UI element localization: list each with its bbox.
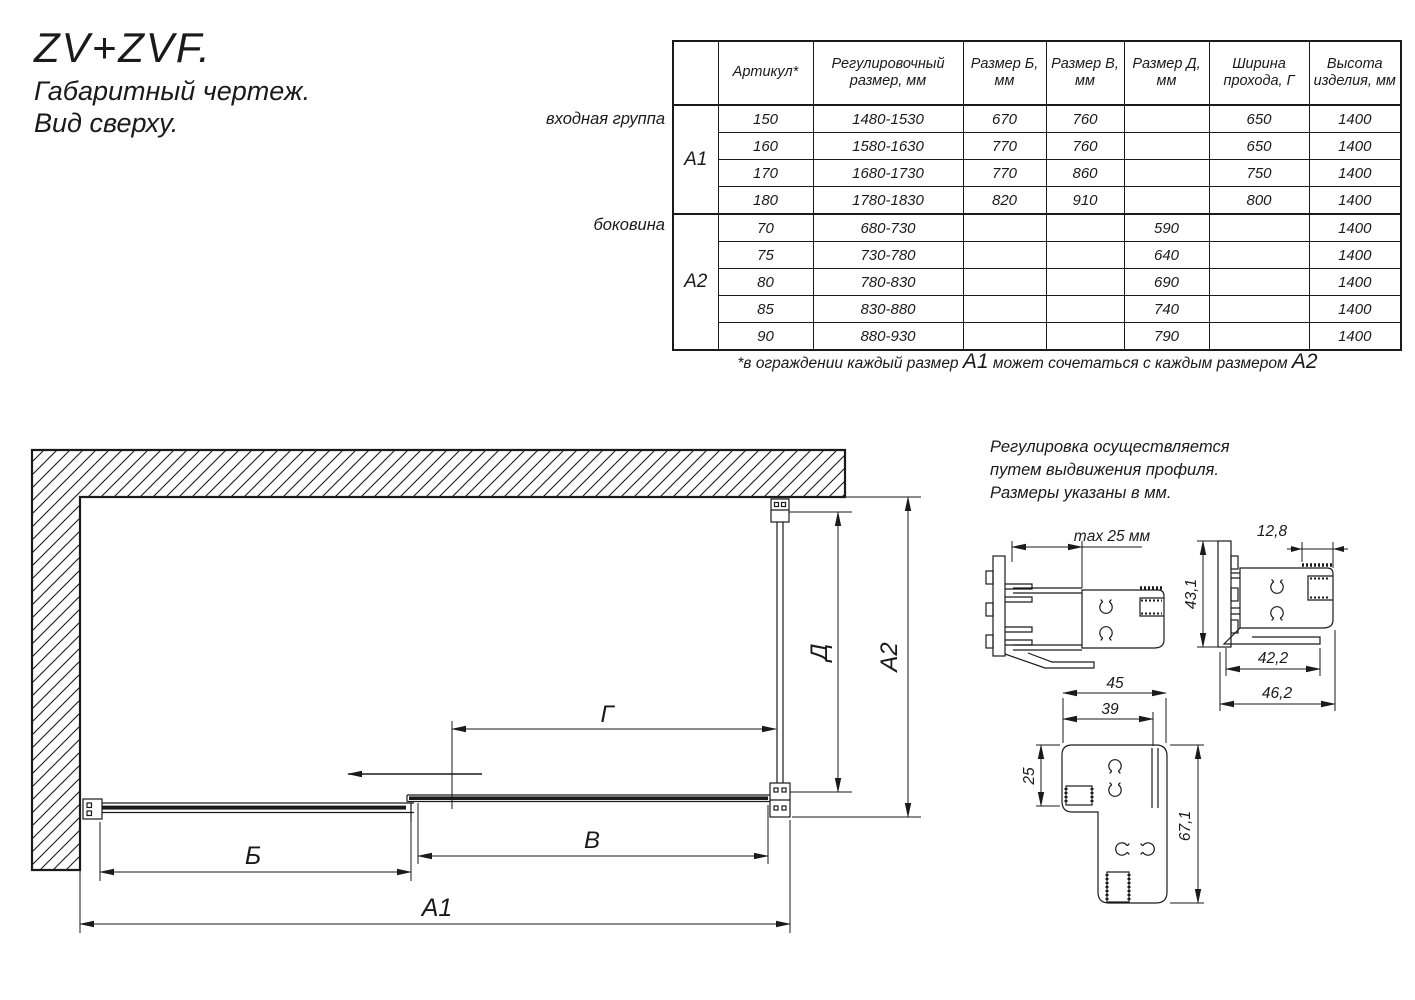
table-cell: 1400 <box>1309 269 1401 296</box>
dimension-12-8 <box>1287 542 1348 568</box>
table-cell: 1580-1630 <box>813 133 963 160</box>
table-cell: 90 <box>718 323 813 351</box>
table-cell: 880-930 <box>813 323 963 351</box>
table-cell: 860 <box>1046 160 1124 187</box>
table-cell: 760 <box>1046 133 1124 160</box>
table-header-cell: Размер В, мм <box>1046 41 1124 105</box>
dim-label-b: Б <box>244 842 262 870</box>
group-code-cell: А2 <box>673 214 718 350</box>
group-label-side: боковина <box>593 216 665 234</box>
table-cell: 1400 <box>1309 242 1401 269</box>
note-line-1: Регулировка осуществляется <box>990 438 1230 456</box>
table-header-cell: Размер Д, мм <box>1124 41 1209 105</box>
table-cell: 590 <box>1124 214 1209 242</box>
table-cell: 800 <box>1209 187 1309 215</box>
table-cell: 650 <box>1209 133 1309 160</box>
dim-label-d: Д <box>806 643 833 661</box>
dimension-25 <box>1036 745 1060 806</box>
footnote-code-a2: А2 <box>1291 350 1318 373</box>
table-header-cell: Размер Б, мм <box>963 41 1046 105</box>
table-cell: 1680-1730 <box>813 160 963 187</box>
table-cell: 690 <box>1124 269 1209 296</box>
table-cell: 75 <box>718 242 813 269</box>
sliding-panel <box>407 795 770 802</box>
profile-detail-corner <box>1036 693 1204 903</box>
table-cell: 910 <box>1046 187 1124 215</box>
enclosure-panels <box>83 499 790 822</box>
table-cell: 85 <box>718 296 813 323</box>
table-cell: 790 <box>1124 323 1209 351</box>
dim-label-25: 25 <box>1021 767 1038 785</box>
group-label-entrance: входная группа <box>546 110 665 128</box>
dim-label-v: В <box>583 827 601 854</box>
table-header-cell: Высота изделия, мм <box>1309 41 1401 105</box>
table-cell: 180 <box>718 187 813 215</box>
table-cell: 1400 <box>1309 323 1401 351</box>
profile-detail-wall <box>986 541 1164 668</box>
dim-label-a1: А1 <box>421 894 453 922</box>
dim-label-12-8: 12,8 <box>1256 523 1288 540</box>
side-panel <box>770 499 790 817</box>
view-label: Вид сверху. <box>34 108 179 138</box>
table-cell: 640 <box>1124 242 1209 269</box>
dim-label-45: 45 <box>1106 675 1124 692</box>
dimension-max25 <box>1012 541 1142 588</box>
table-cell: 80 <box>718 269 813 296</box>
footnote-code-a1: А1 <box>962 350 989 373</box>
table-cell: 820 <box>963 187 1046 215</box>
table-cell: 680-730 <box>813 214 963 242</box>
dim-label-46-2: 46,2 <box>1261 685 1293 702</box>
dim-label-39: 39 <box>1101 701 1119 718</box>
footnote-text-2: может сочетаться с каждым размером <box>988 355 1292 372</box>
group-code-cell: А1 <box>673 105 718 214</box>
dim-label-42-2: 42,2 <box>1257 650 1289 667</box>
dim-label-67-1: 67,1 <box>1177 810 1194 842</box>
table-cell: 770 <box>963 160 1046 187</box>
dim-label-a2: А2 <box>876 642 903 672</box>
table-cell: 70 <box>718 214 813 242</box>
table-cell: 730-780 <box>813 242 963 269</box>
table-cell: 170 <box>718 160 813 187</box>
table-header-cell: Артикул* <box>718 41 813 105</box>
table-cell: 1400 <box>1309 105 1401 133</box>
table-cell: 1480-1530 <box>813 105 963 133</box>
dim-label-43-1: 43,1 <box>1183 578 1200 610</box>
table-cell: 1400 <box>1309 133 1401 160</box>
table-cell: 830-880 <box>813 296 963 323</box>
table-cell: 1400 <box>1309 187 1401 215</box>
dim-label-max25: max 25 мм <box>1073 528 1151 545</box>
model-title: ZV+ZVF. <box>34 24 212 71</box>
table-cell: 770 <box>963 133 1046 160</box>
table-cell: 1400 <box>1309 296 1401 323</box>
table-cell: 1400 <box>1309 214 1401 242</box>
fixed-panel <box>83 799 414 822</box>
table-cell: 1780-1830 <box>813 187 963 215</box>
table-cell: 1400 <box>1309 160 1401 187</box>
main-dimensions <box>80 497 921 933</box>
table-cell: 150 <box>718 105 813 133</box>
note-line-3: Размеры указаны в мм. <box>990 484 1172 503</box>
drawing-type-label: Габаритный чертеж. <box>34 76 311 106</box>
table-cell: 650 <box>1209 105 1309 133</box>
table-cell: 750 <box>1209 160 1309 187</box>
table-header-cell: Регулировочный размер, мм <box>813 41 963 105</box>
table-cell: 740 <box>1124 296 1209 323</box>
note-line-2: путем выдвижения профиля. <box>990 461 1219 480</box>
table-cell: 780-830 <box>813 269 963 296</box>
dimension-g <box>452 721 776 809</box>
table-cell: 670 <box>963 105 1046 133</box>
footnote-text-1: *в ограждении каждый размер <box>737 355 963 372</box>
table-cell: 760 <box>1046 105 1124 133</box>
table-cell: 160 <box>718 133 813 160</box>
table-header-cell: Ширина прохода, Г <box>1209 41 1309 105</box>
dim-label-g: Г <box>600 701 614 728</box>
